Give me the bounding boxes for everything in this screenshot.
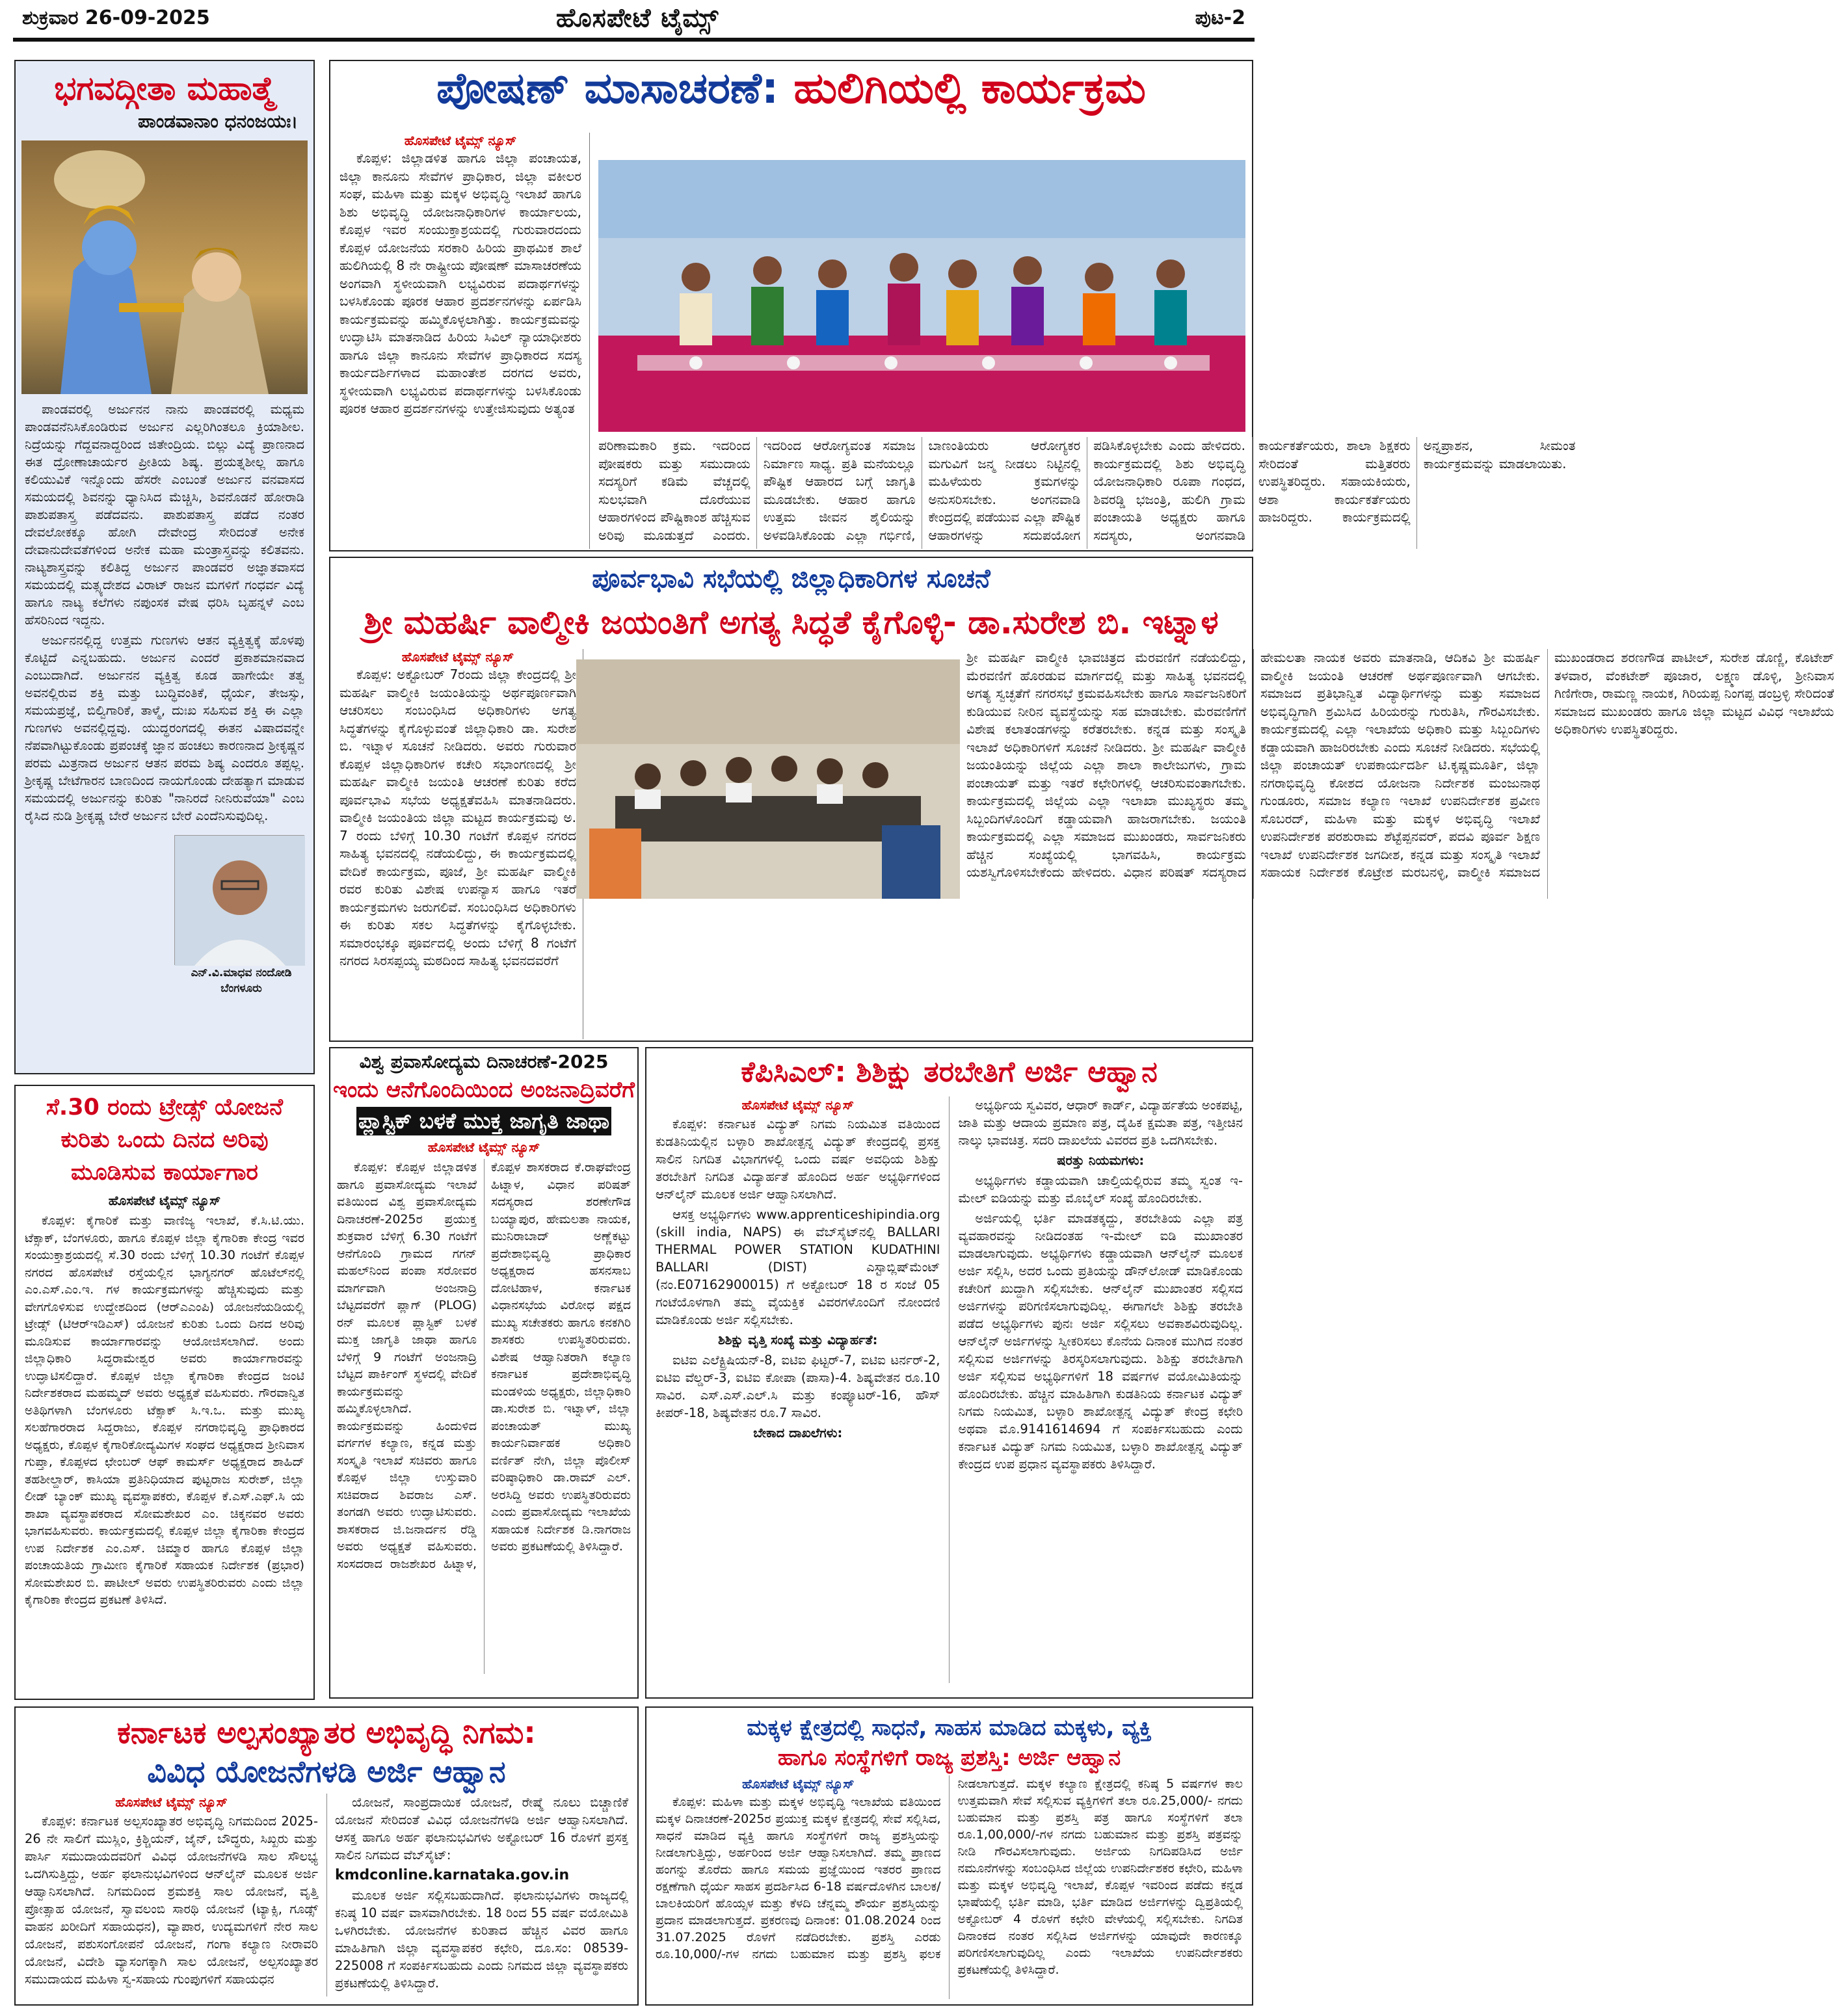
gita-paragraph-2: ಅರ್ಜುನನಲ್ಲಿದ್ದ ಉತ್ತಮ ಗುಣಗಳು ಆತನ ವ್ಯಕ್ತಿತ್ವಕ್ಕೆ ಹೊಳಪು ಕೊಟ್ಟಿದೆ ಎನ್ನಬಹುದು. ಅರ್ಜುನ ಎಂದರೆ ಪ್ರಕಾಶಮಾನವಾದ ಎಂಬುದಾಗಿದೆ. ಅರ್ಜುನನ ವ್ಯಕ್ತಿತ್ವ ಕೂಡ ಹಾಗೇಯೇ ತತ್ವ ಅವನಲ್ಲಿರುವ ಶಕ್ತಿ ಮತ್ತು ಬುದ್ಧಿವಂತಿಕೆ, ಧೈರ್ಯ, ತೇಜಸ್ಸು, ಸಮಯಪ್ರಜ್ಞೆ, ಬಿಲ್ವಿಗಾರಿಕೆ, ತಾಳ್ಮೆ, ದುಃಖ ಸಹಿಸುವ ಶಕ್ತಿ ಈ ಎಲ್ಲಾ ಗುಣಗಳು ಅವನಲ್ಲಿದ್ದವು. ಯುದ್ಧರಂಗದಲ್ಲಿ ಈತನ ವಿಷಾದವನ್ನೇ ನೆಪವಾಗಿಟ್ಟುಕೊಂಡು ಪ್ರಪಂಚಕ್ಕೆ ಜ್ಞಾನ ಹಂಚಲು ಕಾರಣನಾದ ಶ್ರೀಕೃಷ್ಣನ ಪರಮ ಮಿತ್ರನಾದ ಅರ್ಜುನ ಆತನ ಪರಮ ಶಿಷ್ಯ ಎಂದರೂ ತಪ್ಪಲ್ಲ. ಶ್ರೀಕೃಷ್ಣ ಬೇಟೆಗಾರನ ಬಾಣದಿಂದ ನಾಯಗೊಂಡು ದೇಹತ್ಯಾಗ ಮಾಡುವ ಸಮಯದಲ್ಲಿ ಅರ್ಜುನನ್ನು ಕುರಿತು "ನಾನಿರದೆ ನೀನಿರುವೆಯಾ" ಎಂಬ ರೈಸಿದ ನುಡಿ ಶ್ರೀಕೃಷ್ಣ ಬೇರೆ ಅರ್ಜುನ ಬೇರೆ ಎಂದೆನಿಸುವುದಿಲ್ಲ. xyxy=(25,633,304,823)
minority-body-3: ಮೂಲಕ ಅರ್ಜಿ ಸಲ್ಲಿಸಬಹುದಾಗಿದೆ. ಫಲಾನುಭವಿಗಳು ರಾಜ್ಯದಲ್ಲಿ ಕನಿಷ್ಠ 10 ವರ್ಷ ವಾಸವಾಗಿರಬೇಕು. 18 ರಿಂದ 55 ವರ್ಷ ವಯೋಮಿತಿ ಒಳಗಿರಬೇಕು. ಯೋಜನೆಗಳ ಕುರಿತಾದ ಹೆಚ್ಚಿನ ವಿವರ ಹಾಗೂ ಮಾಹಿತಿಗಾಗಿ ಜಿಲ್ಲಾ ವ್ಯವಸ್ಥಾಪಕರ ಕಛೇರಿ, ದೂ.ಸಂ: 08539-225008 ಗೆ ಸಂಪರ್ಕಿಸಬಹುದು ಎಂದು ನಿಗಮದ ಜಿಲ್ಲಾ ವ್ಯವಸ್ಥಾಪಕರು ಪ್ರಕಟಣೆಯಲ್ಲಿ ತಿಳಿಸಿದ್ದಾರೆ. xyxy=(335,1888,628,1991)
gita-subtitle: ಪಾಂಡವಾನಾಂ ಧನಂಜಯಃ। xyxy=(137,111,298,132)
valmiki-lead: ಕೊಪ್ಪಳ: ಅಕ್ಟೋಬರ್ 7ರಂದು ಜಿಲ್ಲಾ ಕೇಂದ್ರದಲ್ಲಿ ಶ್ರೀ ಮಹರ್ಷಿ ವಾಲ್ಮೀಕಿ ಜಯಂತಿಯನ್ನು ಅರ್ಥಪೂರ್ಣವಾಗಿ ಆಚರಿಸಲು ಸಂಬಂಧಿಸಿದ ಅಧಿಕಾರಿಗಳು ಅಗತ್ಯ ಸಿದ್ಧತೆಗಳನ್ನು ಕೈಗೊಳ್ಳುವಂತೆ ಜಿಲ್ಲಾಧಿಕಾರಿ ಡಾ. ಸುರೇಶ ಬಿ. ಇಟ್ನಾಳ ಸೂಚನೆ ನೀಡಿದರು. ಅವರು ಗುರುವಾರ ಕೊಪ್ಪಳ ಜಿಲ್ಲಾಧಿಕಾರಿಗಳ ಕಚೇರಿ ಸಭಾಂಗಣದಲ್ಲಿ ಶ್ರೀ ಮಹರ್ಷಿ ವಾಲ್ಮೀಕಿ ಜಯಂತಿ ಆಚರಣೆ ಕುರಿತು ಕರೆದ ಪೂರ್ವಭಾವಿ ಸಭೆಯ ಅಧ್ಯಕ್ಷತೆವಹಿಸಿ ಮಾತನಾಡಿದರು. ವಾಲ್ಮೀಕಿ ಜಯಂತಿಯ ಜಿಲ್ಲಾ ಮಟ್ಟದ ಕಾರ್ಯಕ್ರಮವು ಅ. 7 ರಂದು ಬೆಳಿಗ್ಗೆ 10.30 ಗಂಟೆಗೆ ಕೊಪ್ಪಳ ನಗರದ ಸಾಹಿತ್ಯ ಭವನದಲ್ಲಿ ನಡೆಯಲಿದ್ದು, ಈ ಕಾರ್ಯಕ್ರಮದಲ್ಲಿ ವೇದಿಕೆ ಕಾರ್ಯಕ್ರಮ, ಪೂಜೆ, ಶ್ರೀ ಮಹರ್ಷಿ ವಾಲ್ಮೀಕಿ ರವರ ಕುರಿತು ವಿಶೇಷ ಉಪನ್ಯಾಸ ಹಾಗೂ ಇತರೆ ಕಾರ್ಯಕ್ರಮಗಳು ಜರುಗಲಿವೆ. ಸಂಬಂಧಿಸಿದ ಅಧಿಕಾರಿಗಳು ಈ ಕುರಿತು ಸಕಲ ಸಿದ್ಧತೆಗಳನ್ನು ಕೈಗೊಳ್ಳಬೇಕು. ಸಮಾರಂಭಕ್ಕೂ ಪೂರ್ವದಲ್ಲಿ ಅಂದು ಬೆಳಿಗ್ಗೆ 8 ಗಂಟೆಗೆ ನಗರದ ಸಿರಸಪ್ಪಯ್ಯ ಮಠದಿಂದ ಸಾಹಿತ್ಯ ಭವನದವರೆಗೆ xyxy=(339,667,576,968)
minority-article xyxy=(14,1706,639,2006)
trades-body: ಕೊಪ್ಪಳ: ಕೈಗಾರಿಕೆ ಮತ್ತು ವಾಣಿಜ್ಯ ಇಲಾಖೆ, ಕೆ.ಸಿ.ಟಿ.ಯು. ಟೆಕ್ಸಾಕ್, ಬೆಂಗಳೂರು, ಹಾಗೂ ಕೊಪ್ಪಳ ಜಿಲ್ಲಾ ಕೈಗಾರಿಕಾ ಕೇಂದ್ರ ಇವರ ಸಂಯುಕ್ತಾಶ್ರಯದಲ್ಲಿ ಸೆ.30 ರಂದು ಬೆಳಿಗ್ಗೆ 10.30 ಗಂಟೆಗೆ ಕೊಪ್ಪಳ ನಗರದ ಹೊಸಪೇಟೆ ರಸ್ತೆಯಲ್ಲಿನ ಭಾಗ್ಯನಗರ್ ಹೊಟೆಲ್‌ನಲ್ಲಿ ಎಂ.ಎಸ್.ಎಂ.ಇ. ಗಳ ಕಾರ್ಯಕ್ರಮಗಳನ್ನು ಹೆಚ್ಚಿಸುವುದು ಮತ್ತು ವೇಗಗೊಳಿಸುವ ಉದ್ದೇಶದಿಂದ (ಆರ್‌ಎಎಂಪಿ) ಯೋಜನೆಯಡಿಯಲ್ಲಿ ಟ್ರೇಡ್ಸ್ (ಟಿಆರ್‌ಇಡಿಎಸ್) ಯೋಜನೆ ಕುರಿತು ಒಂದು ದಿನದ ಅರಿವು ಮೂಡಿಸುವ ಕಾರ್ಯಾಗಾರವನ್ನು ಆಯೋಜಿಸಲಾಗಿದೆ. ಅಂದು ಜಿಲ್ಲಾಧಿಕಾರಿ ಸಿದ್ಧರಾಮೇಶ್ವರ ಅವರು ಕಾರ್ಯಾಗಾರವನ್ನು ಉದ್ಘಾಟಿಸಲಿದ್ದಾರೆ. ಕೊಪ್ಪಳ ಜಿಲ್ಲಾ ಕೈಗಾರಿಕಾ ಕೇಂದ್ರದ ಜಂಟಿ ನಿರ್ದೇಶಕರಾದ ಮಹಮ್ಮದ್ ಅವರು ಅಧ್ಯಕ್ಷತೆ ವಹಿಸುವರು. ಗೌರವಾನ್ವಿತ ಅತಿಥಿಗಳಾಗಿ ಬೆಂಗಳೂರು ಟೆಕ್ಸಾಕ್ ಸಿ.ಇ.ಒ. ಮತ್ತು ಮುಖ್ಯ ಸಲಹೆಗಾರರಾದ ಸಿದ್ದರಾಜು, ಕೊಪ್ಪಳ ನಗರಾಭಿವೃದ್ಧಿ ಪ್ರಾಧಿಕಾರದ ಅಧ್ಯಕ್ಷರು, ಕೊಪ್ಪಳ ಕೈಗಾರಿಕೋದ್ಯಮಿಗಳ ಸಂಘದ ಅಧ್ಯಕ್ಷರಾದ ಶ್ರೀನಿವಾಸ ಗುಪ್ತಾ, ಕೊಪ್ಪಳದ ಛೇಂಬರ್ ಆಫ್ ಕಾಮರ್ಸ್ ಅಧ್ಯಕ್ಷರಾದ ಶಾಹಿದ್ ತಹಶೀಲ್ದಾರ್, ಕಾಸಿಯಾ ಪ್ರತಿನಿಧಿಯಾದ ಪುಟ್ಟರಾಜ ಸುರೇಶ್, ಜಿಲ್ಲಾ ಲೀಡ್ ಬ್ಯಾಂಕ್ ಮುಖ್ಯ ವ್ಯವಸ್ಥಾಪಕರು, ಕೊಪ್ಪಳ ಕೆ.ಎಸ್.ಎಫ್.ಸಿ ಯ ಶಾಖಾ ವ್ಯವಸ್ಥಾಪಕರಾದ ಸೋಮಶೇಖರ ಎಂ. ಚಿಕ್ಕನವರ ಅವರು ಭಾಗವಹಿಸುವರು. ಕಾರ್ಯಕ್ರಮದಲ್ಲಿ ಕೊಪ್ಪಳ ಜಿಲ್ಲಾ ಕೈಗಾರಿಕಾ ಕೇಂದ್ರದ ಉಪ ನಿರ್ದೇಶಕ ಎಂ.ಎಸ್. ಚಿಮ್ಮಾರ ಹಾಗೂ ಕೊಪ್ಪಳ ಜಿಲ್ಲಾ ಪಂಚಾಯತಿಯ ಗ್ರಾಮೀಣ ಕೈಗಾರಿಕೆ ಸಹಾಯಕ ನಿರ್ದೇಶಕ (ಪ್ರಭಾರ) ಸೋಮಶೇಖರ ಬಿ. ಪಾಟೀಲ್ ಅವರು ಉಪಸ್ಥಿತರಿರುವರು ಎಂದು ಜಿಲ್ಲಾ ಕೈಗಾರಿಕಾ ಕೇಂದ್ರದ ಪ್ರಕಟಣೆ ತಿಳಿಸಿದೆ. xyxy=(25,1214,304,1607)
children-headline-1: ಮಕ್ಕಳ ಕ್ಷೇತ್ರದಲ್ಲಿ ಸಾಧನೆ, ಸಾಹಸ ಮಾಡಿದ ಮಕ್ಕಳು, ವ್ಯಕ್ತಿ xyxy=(747,1715,1152,1741)
valmiki-body: ಶ್ರೀ ಮಹರ್ಷಿ ವಾಲ್ಮೀಕಿ ಭಾವಚಿತ್ರದ ಮೆರವಣಿಗೆ ನಡೆಯಲಿದ್ದು, ಮೆರವಣಿಗೆ ಹೊರಡುವ ಮಾರ್ಗದಲ್ಲಿ ಮತ್ತು ಸಾಹಿತ್ಯ ಭವನದಲ್ಲಿ ಅಗತ್ಯ ಸ್ವಚ್ಛತೆಗೆ ನಗರಸಭೆ ಕ್ರಮವಹಿಸಬೇಕು ಹಾಗೂ ಸಾರ್ವಜನಿಕರಿಗೆ ಕುಡಿಯುವ ನೀರಿನ ವ್ಯವಸ್ಥೆಯನ್ನು ಸಹ ಮಾಡಬೇಕು. ಮೆರವಣಿಗೆಗೆ ವಿಶೇಷ ಕಲಾತಂಡಗಳನ್ನು ಕರೆತರಬೇಕು. ಕನ್ನಡ ಮತ್ತು ಸಂಸ್ಕೃತಿ ಇಲಾಖೆ ಅಧಿಕಾರಿಗಳಿಗೆ ಸೂಚನೆ ನೀಡಿದರು. ಶ್ರೀ ಮಹರ್ಷಿ ವಾಲ್ಮೀಕಿ ಜಯಂತಿಯನ್ನು ಜಿಲ್ಲೆಯ ಎಲ್ಲಾ ಶಾಲಾ ಕಾಲೇಜುಗಳು, ಗ್ರಾಮ ಪಂಚಾಯತ್ ಮತ್ತು ಇತರೆ ಕಛೇರಿಗಳಲ್ಲಿ ಆಚರಿಸುವಂತಾಗಬೇಕು. ಕಾರ್ಯಕ್ರಮದಲ್ಲಿ ಜಿಲ್ಲೆಯ ಎಲ್ಲಾ ಇಲಾಖಾ ಮುಖ್ಯಸ್ಥರು ತಮ್ಮ ಸಿಬ್ಬಂದಿಗಳೊಂದಿಗೆ ಕಡ್ಡಾಯವಾಗಿ ಹಾಜರಾಗಬೇಕು. ಜಯಂತಿ ಕಾರ್ಯಕ್ರಮದಲ್ಲಿ ಎಲ್ಲಾ ಸಮಾಜದ ಮುಖಂಡರು, ಸಾರ್ವಜನಿಕರು ಹೆಚ್ಚಿನ ಸಂಖ್ಯೆಯಲ್ಲಿ ಭಾಗವಹಿಸಿ, ಕಾರ್ಯಕ್ರಮ ಯಶಸ್ವಿಗೊಳಿಸಬೇಕೆಂದು ಹೇಳಿದರು. ವಿಧಾನ ಪರಿಷತ್ ಸದಸ್ಯರಾದ ಹೇಮಲತಾ ನಾಯಕ ಅವರು ಮಾತನಾಡಿ, ಆದಿಕವಿ ಶ್ರೀ ಮಹರ್ಷಿ ವಾಲ್ಮೀಕಿ ಜಯಂತಿ ಆಚರಣೆ ಅರ್ಥಪೂರ್ಣವಾಗಿ ಆಗಬೇಕು. ಸಮಾಜದ ಪ್ರತಿಭಾನ್ವಿತ ವಿದ್ಯಾರ್ಥಿಗಳನ್ನು ಮತ್ತು ಸಮಾಜದ ಅಭಿವೃದ್ಧಿಗಾಗಿ ಶ್ರಮಿಸಿದ ಹಿರಿಯರನ್ನು ಗುರುತಿಸಿ, ಗೌರವಿಸಬೇಕು. ಕಾರ್ಯಕ್ರಮದಲ್ಲಿ ಎಲ್ಲಾ ಇಲಾಖೆಯ ಅಧಿಕಾರಿ ಮತ್ತು ಸಿಬ್ಬಂದಿಗಳು ಕಡ್ಡಾಯವಾಗಿ ಹಾಜರಿರಬೇಕು ಎಂದು ಸೂಚನೆ ನೀಡಿದರು. ಸಭೆಯಲ್ಲಿ ಜಿಲ್ಲಾ ಪಂಚಾಯತ್ ಉಪಕಾರ್ಯದರ್ಶಿ ಟಿ.ಕೃಷ್ಣಮೂರ್ತಿ, ಜಿಲ್ಲಾ ನಗರಾಭಿವೃದ್ಧಿ ಕೋಶದ ಯೋಜನಾ ನಿರ್ದೇಶಕ ಮಂಜುನಾಥ ಗುಂಡೂರು, ಸಮಾಜ ಕಲ್ಯಾಣ ಇಲಾಖೆ ಉಪನಿರ್ದೇಶಕ ಪ್ರವೀಣ ಸೊಬರದ್, ಮಹಿಳಾ ಮತ್ತು ಮಕ್ಕಳ ಅಭಿವೃದ್ಧಿ ಇಲಾಖೆ ಉಪನಿರ್ದೇಶಕ ಪರಶುರಾಮ ಶೆಟ್ಟೆಪ್ಪನವರ್, ಪದವಿ ಪೂರ್ವ ಶಿಕ್ಷಣ ಇಲಾಖೆ ಉಪನಿರ್ದೇಶಕ ಜಗದೀಶ, ಕನ್ನಡ ಮತ್ತು ಸಂಸ್ಕೃತಿ ಇಲಾಖೆ ಸಹಾಯಕ ನಿರ್ದೇಶಕ ಕೊಟ್ರೇಶ ಮರಬನಳ್ಳಿ, ವಾಲ್ಮೀಕಿ ಸಮಾಜದ ಮುಖಂಡರಾದ ಶರಣಗೌಡ ಪಾಟೀಲ್, ಸುರೇಶ ಡೊಣ್ಣಿ, ಕೊಟೇಶ್ ತಳವಾರ, ವೆಂಕಟೇಶ್ ಪೂಜಾರ, ಲಕ್ಷ್ಮಣ ಡೊಳ್ಳಿ, ಶ್ರೀನಿವಾಸ ಗಿಣಿಗೇರಾ, ರಾಮಣ್ಣ ನಾಯಕ, ಗಿರಿಯಪ್ಪ ನಿಂಗಪ್ಪ ಡಂಬ್ರಳ್ಳಿ ಸೇರಿದಂತೆ ಸಮಾಜದ ಮುಖಂಡರು ಹಾಗೂ ಜಿಲ್ಲಾ ಮಟ್ಟದ ವಿವಿಧ ಇಲಾಖೆಯ ಅಧಿಕಾರಿಗಳು ಉಪಸ್ಥಿತರಿದ್ದರು. xyxy=(966,650,1834,880)
poshan-headline-a: ಪೋಷಣ್ ಮಾಸಾಚರಣೆ: xyxy=(436,63,779,113)
krishna-arjuna-image xyxy=(21,140,308,394)
trades-headline: ಸೆ.30 ರಂದು ಟ್ರೇಡ್ಸ್ ಯೋಜನೆ ಕುರಿತು ಒಂದು ದಿನದ ಅರಿವು ಮೂಡಿಸುವ ಕಾರ್ಯಾಗಾರ xyxy=(46,1094,284,1186)
plastic-headline-1: ಇಂದು ಆನೆಗೊಂದಿಯಿಂದ ಅಂಜನಾದ್ರಿವರೆಗೆ xyxy=(333,1077,635,1103)
plastic-body: ಕೊಪ್ಪಳ: ಕೊಪ್ಪಳ ಜಿಲ್ಲಾಡಳಿತ ಹಾಗೂ ಪ್ರವಾಸೋದ್ಯಮ ಇಲಾಖೆ ವತಿಯಿಂದ ವಿಶ್ವ ಪ್ರವಾಸೋದ್ಯಮ ದಿನಾಚರಣೆ-2025ರ ಪ್ರಯುಕ್ತ ಶುಕ್ರವಾರ ಬೆಳಿಗ್ಗೆ 6.30 ಗಂಟೆಗೆ ಆನೆಗೊಂದಿ ಗ್ರಾಮದ ಗಗನ್ ಮಹಲ್‌ನಿಂದ ಪಂಪಾ ಸರೋವರ ಮಾರ್ಗವಾಗಿ ಅಂಜನಾದ್ರಿ ಬೆಟ್ಟದವರೆಗೆ ಪ್ಲಾಗ್ (PLOG) ರನ್ ಮೂಲಕ ಪ್ಲಾಸ್ಟಿಕ್ ಬಳಕೆ ಮುಕ್ತ ಜಾಗೃತಿ ಜಾಥಾ ಹಾಗೂ ಬೆಳಿಗ್ಗೆ 9 ಗಂಟೆಗೆ ಅಂಜನಾದ್ರಿ ಬೆಟ್ಟದ ಪಾರ್ಕಿಂಗ್ ಸ್ಥಳದಲ್ಲಿ ವೇದಿಕೆ ಕಾರ್ಯಕ್ರಮವನ್ನು ಹಮ್ಮಿಕೊಳ್ಳಲಾಗಿದೆ. ಕಾರ್ಯಕ್ರಮವನ್ನು ಹಿಂದುಳಿದ ವರ್ಗಗಳ ಕಲ್ಯಾಣ, ಕನ್ನಡ ಮತ್ತು ಸಂಸ್ಕೃತಿ ಇಲಾಖೆ ಸಚಿವರು ಹಾಗೂ ಕೊಪ್ಪಳ ಜಿಲ್ಲಾ ಉಸ್ತುವಾರಿ ಸಚಿವರಾದ ಶಿವರಾಜ ಎಸ್. ತಂಗಡಗಿ ಅವರು ಉದ್ಘಾಟಿಸುವರು. ಶಾಸಕರಾದ ಜಿ.ಜನಾರ್ದನ ರೆಡ್ಡಿ ಅವರು ಅಧ್ಯಕ್ಷತೆ ವಹಿಸುವರು. ಸಂಸದರಾದ ರಾಜಶೇಖರ ಹಿಟ್ನಾಳ, ಕೊಪ್ಪಳ ಶಾಸಕರಾದ ಕೆ.ರಾಘವೇಂದ್ರ ಹಿಟ್ನಾಳ, ವಿಧಾನ ಪರಿಷತ್ ಸದಸ್ಯರಾದ ಶರಣೇಗೌಡ ಬಯ್ಯಾಪುರ, ಹೇಮಲತಾ ನಾಯಕ, ಮುನಿರಾಬಾದ್ ಅಣ್ಣೆಕಟ್ಟು ಪ್ರದೇಶಾಭಿವೃದ್ಧಿ ಪ್ರಾಧಿಕಾರ ಅಧ್ಯಕ್ಷರಾದ ಹಸನಸಾಬ ದೋಟಿಹಾಳ, ಕರ್ನಾಟಕ ವಿಧಾನಸಭೆಯ ವಿರೋಧ ಪಕ್ಷದ ಮುಖ್ಯ ಸಚೇತಕರು ಹಾಗೂ ಕನಕಗಿರಿ ಶಾಸಕರು ಉಪಸ್ಥಿತರಿರುವರು. ವಿಶೇಷ ಆಹ್ವಾನಿತರಾಗಿ ಕಲ್ಯಾಣ ಕರ್ನಾಟಕ ಪ್ರದೇಶಾಭಿವೃದ್ಧಿ ಮಂಡಳಿಯ ಅಧ್ಯಕ್ಷರು, ಜಿಲ್ಲಾಧಿಕಾರಿ ಡಾ.ಸುರೇಶ ಬಿ. ಇಟ್ನಾಳ್, ಜಿಲ್ಲಾ ಪಂಚಾಯತ್ ಮುಖ್ಯ ಕಾರ್ಯನಿರ್ವಾಹಕ ಅಧಿಕಾರಿ ವರ್ಣಿತ್ ನೇಗಿ, ಜಿಲ್ಲಾ ಪೊಲೀಸ್ ವರಿಷ್ಠಾಧಿಕಾರಿ ಡಾ.ರಾಮ್ ಎಲ್. ಅರಸಿದ್ದಿ ಅವರು ಉಪಸ್ಥಿತರಿರುವರು ಎಂದು ಪ್ರವಾಸೋದ್ಯಮ ಇಲಾಖೆಯ ಸಹಾಯಕ ನಿರ್ದೇಶಕ ಡಿ.ನಾಗರಾಜ ಅವರು ಪ್ರಕಟಣೆಯಲ್ಲಿ ತಿಳಿಸಿದ್ದಾರೆ. xyxy=(337,1160,631,1571)
children-awards-article xyxy=(645,1706,1253,2006)
gita-box xyxy=(14,60,315,1074)
poshan-event-photo xyxy=(598,160,1245,432)
kpcl-portal-text: ಆಸಕ್ತ ಅಭ್ಯರ್ಥಿಗಳು www.apprenticeshipindia.org (skill india, NAPS) ಈ ವೆಬ್‌ಸೈಟ್‌ನಲ್ಲಿ BALLARI THERMAL POWER STATION KUDATHINI BALLARI (DIST) ಎಸ್ಟಾಬ್ಲಿಷ್‌ಮೆಂಟ್ (ನಂ.E07162900015) ಗೆ ಅಕ್ಟೋಬರ್ 18 ರ ಸಂಜೆ 05 ಗಂಟೆಯೊಳಗಾಗಿ ತಮ್ಮ ವೈಯಕ್ತಿಕ ವಿವರಗಳೊಂದಿಗೆ ನೋಂದಣಿ ಮಾಡಿಕೊಂಡು ಅರ್ಜಿ ಸಲ್ಲಿಸಬೇಕು. xyxy=(656,1207,940,1327)
poshan-lead: ಕೊಪ್ಪಳ: ಜಿಲ್ಲಾಡಳಿತ ಹಾಗೂ ಜಿಲ್ಲಾ ಪಂಚಾಯತ, ಜಿಲ್ಲಾ ಕಾನೂನು ಸೇವೆಗಳ ಪ್ರಾಧಿಕಾರ, ಜಿಲ್ಲಾ ವಕೀಲರ ಸಂಘ, ಮಹಿಳಾ ಮತ್ತು ಮಕ್ಕಳ ಅಭಿವೃದ್ಧಿ ಇಲಾಖೆ ಹಾಗೂ ಶಿಶು ಅಭಿವೃದ್ಧಿ ಯೋಜನಾಧಿಕಾರಿಗಳ ಕಾರ್ಯಾಲಯ, ಕೊಪ್ಪಳ ಇವರ ಸಂಯುಕ್ತಾಶ್ರಯದಲ್ಲಿ ಗುರುವಾರದಂದು ಕೊಪ್ಪಳ ಯೋಜನೆಯ ಸರಕಾರಿ ಹಿರಿಯ ಪ್ರಾಥಮಿಕ ಶಾಲೆ ಹುಲಿಗಿಯಲ್ಲಿ 8 ನೇ ರಾಷ್ಟ್ರೀಯ ಪೋಷಣ್ ಮಾಸಾಚರಣೆಯ ಅಂಗವಾಗಿ ಸ್ಥಳೀಯವಾಗಿ ಲಭ್ಯವಿರುವ ಪದಾರ್ಥಗಳನ್ನು ಬಳಸಿಕೊಂಡು ಪೂರಕ ಆಹಾರ ಪ್ರದರ್ಶನಗಳನ್ನು ಏರ್ಪಡಿಸಿ ಕಾರ್ಯಕ್ರಮವನ್ನು ಹಮ್ಮಿಕೊಳ್ಳಲಾಗಿತ್ತು. ಕಾರ್ಯಕ್ರಮವನ್ನು ಉದ್ಘಾಟಿಸಿ ಮಾತನಾಡಿದ ಹಿರಿಯ ಸಿವಿಲ್ ನ್ಯಾಯಾಧೀಶರು ಹಾಗೂ ಜಿಲ್ಲಾ ಕಾನೂನು ಸೇವೆಗಳ ಪ್ರಾಧಿಕಾರದ ಸದಸ್ಯ ಕಾರ್ಯದರ್ಶಿಗಳಾದ ಮಹಾಂತೇಶ ದರಗದ ಅವರು, ಸ್ಥಳೀಯವಾಗಿ ಲಭ್ಯವಿರುವ ಪದಾರ್ಥಗಳನ್ನು ಬಳಸಿಕೊಂಡು ಪೂರಕ ಆಹಾರ ಪ್ರದರ್ಶನಗಳನ್ನು ಉತ್ತೇಜಿಸುವುದು ಅತ್ಯಂತ xyxy=(339,150,581,416)
author-photo xyxy=(174,835,304,965)
poshan-body: ಪರಿಣಾಮಕಾರಿ ಕ್ರಮ. ಇದರಿಂದ ಪೋಷಕರು ಮತ್ತು ಸಮುದಾಯ ಸದಸ್ಯರಿಗೆ ಕಡಿಮೆ ವೆಚ್ಚದಲ್ಲಿ ಸುಲಭವಾಗಿ ದೊರೆಯುವ ಆಹಾರಗಳಿಂದ ಪೌಷ್ಟಿಕಾಂಶ ಹೆಚ್ಚಿಸುವ ಅರಿವು ಮೂಡುತ್ತದೆ ಎಂದರು. ಇದರಿಂದ ಆರೋಗ್ಯವಂತ ಸಮಾಜ ನಿರ್ಮಾಣ ಸಾಧ್ಯ. ಪ್ರತಿ ಮನೆಯಲ್ಲೂ ಪೌಷ್ಟಿಕ ಆಹಾರದ ಬಗ್ಗೆ ಜಾಗೃತಿ ಮೂಡಬೇಕು. ಆಹಾರ ಹಾಗೂ ಉತ್ತಮ ಜೀವನ ಶೈಲಿಯನ್ನು ಅಳವಡಿಸಿಕೊಂಡು ಎಲ್ಲಾ ಗರ್ಭಿಣಿ, ಬಾಣಂತಿಯರು ಆರೋಗ್ಯಕರ ಮಗುವಿಗೆ ಜನ್ಮ ನೀಡಲು ನಿಟ್ಟಿನಲ್ಲಿ ಮಹಿಳೆಯರು ಕ್ರಮಗಳನ್ನು ಅನುಸರಿಸಬೇಕು. ಅಂಗನವಾಡಿ ಕೇಂದ್ರದಲ್ಲಿ ಪಡೆಯುವ ಎಲ್ಲಾ ಪೌಷ್ಟಿಕ ಆಹಾರಗಳನ್ನು ಸದುಪಯೋಗ ಪಡಿಸಿಕೊಳ್ಳಬೇಕು ಎಂದು ಹೇಳಿದರು. ಕಾರ್ಯಕ್ರಮದಲ್ಲಿ ಶಿಶು ಅಭಿವೃದ್ಧಿ ಯೋಜನಾಧಿಕಾರಿ ರೂಪಾ ಗಂಧದ, ಶಿವರಡ್ಡಿ ಭಜಂತ್ರಿ, ಹುಲಿಗಿ ಗ್ರಾಮ ಪಂಚಾಯತಿ ಅಧ್ಯಕ್ಷರು ಹಾಗೂ ಸದಸ್ಯರು, ಅಂಗನವಾಡಿ ಕಾರ್ಯಕರ್ತೆಯರು, ಶಾಲಾ ಶಿಕ್ಷಕರು ಸೇರಿದಂತೆ ಮತ್ತಿತರರು ಉಪಸ್ಥಿತರಿದ್ದರು. ಸಹಾಯಕಿಯರು, ಆಶಾ ಕಾರ್ಯಕರ್ತೆಯರು ಹಾಜರಿದ್ದರು. ಕಾರ್ಯಕ್ರಮದಲ್ಲಿ ಅನ್ನಪ್ರಾಶನ, ಸೀಮಂತ ಕಾರ್ಯಕ್ರಮವನ್ನು ಮಾಡಲಾಯಿತು. xyxy=(598,438,1576,543)
gita-paragraph-1: ಪಾಂಡವರಲ್ಲಿ ಅರ್ಜುನನ ನಾನು ಪಾಂಡವರಲ್ಲಿ ಮಧ್ಯಮ ಪಾಂಡವನೆನಿಸಿಕೊಂಡಿರುವ ಅರ್ಜುನ ಎಲ್ಲರಿಗಿಂತಲೂ ಕ್ರಿಯಾಶೀಲ. ನಿದ್ರೆಯನ್ನು ಗೆದ್ದವನಾದ್ದರಿಂದ ಜಿತೇಂದ್ರಿಯ. ಬಿಲ್ಲು ವಿದ್ಯೆ ಪ್ರಾಣನಾದ ಈತ ದ್ರೋಣಾಚಾರ್ಯರ ಪ್ರೀತಿಯ ಶಿಷ್ಯ. ಪ್ರಯತ್ನಶೀಲ್ಲ ಹಾಗೂ ಕಲಿಯುವಿಕೆ ಇನ್ನೊಂದು ಹೆಸರೇ ಎಂಬಂತೆ ಅರ್ಜುನ ವನವಾಸದ ಸಮಯದಲ್ಲಿ ಶಿವನನ್ನು ಧ್ಯಾನಿಸಿದ ಮೆಚ್ಚಿಸಿ, ಶಿವನೊಡನೆ ಹೋರಾಡಿ ಪಾಶುಪತಾಸ್ತ್ರ ಪಡೆದವನು. ಪಾಶುಪತಾಸ್ತ್ರ ಪಡೆದ ನಂತರ ದೇವಲೋಕಕ್ಕೂ ಹೋಗಿ ದೇವೇಂದ್ರ ಸೇರಿದಂತೆ ಅನೇಕ ದೇವಾನುದೇವತೆಗಳಿಂದ ಅನೇಕ ಮಹಾ ಮಂತ್ರಾಸ್ತ್ರವನ್ನು ಕಲಿತವನು. ನಾಟ್ಯಶಾಸ್ತ್ರವನ್ನು ಕಲಿತಿದ್ದ ಅರ್ಜುನ ಪಾಂಡವರ ಅಜ್ಞಾತವಾಸದ ಸಮಯದಲ್ಲಿ ಮತ್ಸ್ಯದೇಶದ ವಿರಾಟ್ ರಾಜನ ಮಗಳಿಗೆ ಗಂಧರ್ವ ವಿದ್ಯೆ ಹಾಗೂ ನಾಟ್ಯ ಕಲೆಗಳು ನಪುಂಸಕ ವೇಷ ಧರಿಸಿ ಬೃಹನ್ನಳೆ ಎಂಬ ಹೆಸರಿನಿಂದ ಇದ್ದನು. xyxy=(25,402,304,628)
minority-headline-1: ಕರ್ನಾಟಕ ಅಲ್ಪಸಂಖ್ಯಾತರ ಅಭಿವೃದ್ಧಿ ನಿಗಮ: xyxy=(117,1715,536,1750)
kpcl-article xyxy=(645,1047,1253,1699)
author-name: ಎನ್.ವಿ.ಮಾಧವ ನಂದೋಡಿ xyxy=(191,966,292,979)
gita-title: ಭಗವದ್ಗೀತಾ ಮಹಾತ್ಮೆ xyxy=(54,70,275,107)
author-place: ಬೆಂಗಳೂರು xyxy=(220,982,262,995)
poshan-headline-b: ಹುಲಿಗಿಯಲ್ಲಿ ಕಾರ್ಯಕ್ರಮ xyxy=(793,63,1146,113)
kpcl-body: ಅರ್ಜಿಯಲ್ಲಿ ಭರ್ತಿ ಮಾಡತಕ್ಕದ್ದು, ತರಬೇತಿಯ ಎಲ್ಲಾ ಪತ್ರ ವ್ಯವಹಾರವನ್ನು ನೀಡಿದಂತಹ ಇ-ಮೇಲ್ ಐಡಿ ಮುಖಾಂತರ ಮಾಡಲಾಗುವುದು. ಅಭ್ಯರ್ಥಿಗಳು ಕಡ್ಡಾಯವಾಗಿ ಆನ್‌ಲೈನ್ ಮೂಲಕ ಅರ್ಜಿ ಸಲ್ಲಿಸಿ, ಅದರ ಒಂದು ಪ್ರತಿಯನ್ನು ಡೌನ್‌ಲೋಡ್ ಮಾಡಿಕೊಂಡು ಕಚೇರಿಗೆ ಖುದ್ದಾಗಿ ಸಲ್ಲಿಸಬೇಕು. ಆನ್‌ಲೈನ್ ಮುಖಾಂತರ ಸಲ್ಲಿಸದ ಅರ್ಜಿಗಳನ್ನು ಪರಿಗಣಿಸಲಾಗುವುದಿಲ್ಲ. ಈಗಾಗಲೇ ಶಿಶಿಕ್ಷು ತರಬೇತಿ ಪಡೆದ ಅಭ್ಯರ್ಥಿಗಳು ಪುನಃ ಅರ್ಜಿ ಸಲ್ಲಿಸಲು ಅವಕಾಶವಿರುವುದಿಲ್ಲ. ಆನ್‌ಲೈನ್ ಅರ್ಜಿಗಳನ್ನು ಸ್ವೀಕರಿಸಲು ಕೊನೆಯ ದಿನಾಂಕ ಮುಗಿದ ನಂತರ ಸಲ್ಲಿಸುವ ಅರ್ಜಿಗಳನ್ನು ತಿರಸ್ಕರಿಸಲಾಗುವುದು. ಶಿಶಿಕ್ಷು ತರಬೇತಿಗಾಗಿ ಅರ್ಜಿ ಸಲ್ಲಿಸುವ ಅಭ್ಯರ್ಥಿಗಳಿಗೆ 18 ವರ್ಷಗಳ ವಯೋಮಿತಿಯನ್ನು ಹೊಂದಿರಬೇಕು. ಹೆಚ್ಚಿನ ಮಾಹಿತಿಗಾಗಿ ಕುಡತಿನಿಯ ಕರ್ನಾಟಕ ವಿದ್ಯುತ್ ನಿಗಮ ನಿಯಮಿತ, ಬಳ್ಳಾರಿ ಶಾಖೋತ್ಪನ್ನ ವಿದ್ಯುತ್ ಕೇಂದ್ರ ಕಛೇರಿ ಅಥವಾ ಮೊ.9141614694 ಗೆ ಸಂಪರ್ಕಿಸಬಹುದು ಎಂದು ಕರ್ನಾಟಕ ವಿದ್ಯುತ್ ನಿಗಮ ನಿಯಮಿತ, ಬಳ್ಳಾರಿ ಶಾಖೋತ್ಪನ್ನ ವಿದ್ಯುತ್ ಕೇಂದ್ರದ ಉಪ ಪ್ರಧಾನ ವ್ಯವಸ್ಥಾಪಕರು ತಿಳಿಸಿದ್ದಾರೆ. xyxy=(958,1211,1243,1472)
plastic-kicker: ವಿಶ್ವ ಪ್ರವಾಸೋದ್ಯಮ ದಿನಾಚರಣೆ-2025 xyxy=(359,1051,609,1072)
kpcl-byline: ಹೊಸಪೇಟೆ ಟೈಮ್ಸ್ ನ್ಯೂಸ್ xyxy=(741,1097,854,1113)
kpcl-subhead-docs: ಬೇಕಾದ ದಾಖಲೆಗಳು: xyxy=(753,1426,843,1440)
valmiki-meeting-photo xyxy=(576,659,960,899)
issue-date: ಶುಕ್ರವಾರ 26-09-2025 xyxy=(22,7,210,29)
masthead: ಹೊಸಪೇಟೆ ಟೈಮ್ಸ್ xyxy=(555,3,719,33)
minority-website: kmdconline.karnataka.gov.in xyxy=(335,1867,570,1883)
kpcl-subhead-trades: ಶಿಶಿಕ್ಷು ವೃತ್ತಿ ಸಂಖ್ಯೆ ಮತ್ತು ವಿದ್ಯಾರ್ಹತೆ: xyxy=(718,1333,878,1347)
minority-byline: ಹೊಸಪೇಟೆ ಟೈಮ್ಸ್ ನ್ಯೂಸ್ xyxy=(115,1794,228,1810)
kpcl-trades: ಐಟಿಐ ಎಲೆಕ್ಟ್ರಿಷಿಯನ್-8, ಐಟಿಐ ಫಿಟ್ಟರ್-7, ಐಟಿಐ ಟರ್ನರ್-2, ಐಟಿಐ ವೆಲ್ಡರ್-3, ಐಟಿಐ ಕೋಪಾ (ಪಾಸಾ)-4. ಶಿಷ್ಯವೇತನ ರೂ.10 ಸಾವಿರ. ಎಸ್‌.ಎಸ್‌.ಎಲ್‌.ಸಿ ಮತ್ತು ಕಂಪ್ಯೂಟರ್-16, ಹೌಸ್ ಕೀಪರ್-18, ಶಿಷ್ಯವೇತನ ರೂ.7 ಸಾವಿರ. xyxy=(656,1353,940,1420)
trades-workshop-article xyxy=(14,1085,315,1700)
children-byline: ಹೊಸಪೇಟೆ ಟೈಮ್ಸ್ ನ್ಯೂಸ್ xyxy=(742,1776,855,1792)
kpcl-rules: ಅಭ್ಯರ್ಥಿಗಳು ಕಡ್ಡಾಯವಾಗಿ ಚಾಲ್ತಿಯಲ್ಲಿರುವ ತಮ್ಮ ಸ್ವಂತ ಇ-ಮೇಲ್ ಐಡಿಯನ್ನು ಮತ್ತು ಮೊಬೈಲ್ ಸಂಖ್ಯೆ ಹೊಂದಿರಬೇಕು. xyxy=(958,1173,1243,1206)
valmiki-byline: ಹೊಸಪೇಟೆ ಟೈಮ್ಸ್ ನ್ಯೂಸ್ xyxy=(401,649,514,665)
kpcl-headline: ಕೆಪಿಸಿಎಲ್: ಶಿಶಿಕ್ಷು ತರಬೇತಿಗೆ ಅರ್ಜಿ ಆಹ್ವಾನ xyxy=(741,1055,1158,1089)
valmiki-kicker: ಪೂರ್ವಭಾವಿ ಸಭೆಯಲ್ಲಿ ಜಿಲ್ಲಾಧಿಕಾರಿಗಳ ಸೂಚನೆ xyxy=(592,564,990,594)
plastic-headline-2: ಪ್ಲಾಸ್ಟಿಕ್ ಬಳಕೆ ಮುಕ್ತ ಜಾಗೃತಿ ಜಾಥಾ xyxy=(356,1107,611,1135)
poshan-article xyxy=(329,60,1576,551)
plastic-article xyxy=(329,1047,639,1699)
children-body: ಕೊಪ್ಪಳ: ಮಹಿಳಾ ಮತ್ತು ಮಕ್ಕಳ ಅಭಿವೃದ್ಧಿ ಇಲಾಖೆಯ ವತಿಯಿಂದ ಮಕ್ಕಳ ದಿನಾಚರಣೆ-2025ರ ಪ್ರಯುಕ್ತ ಮಕ್ಕಳ ಕ್ಷೇತ್ರದಲ್ಲಿ ಸೇವೆ ಸಲ್ಲಿಸಿದ, ಸಾಧನೆ ಮಾಡಿದ ವ್ಯಕ್ತಿ ಹಾಗೂ ಸಂಸ್ಥೆಗಳಿಗೆ ರಾಜ್ಯ ಪ್ರಶಸ್ತಿಯನ್ನು ನೀಡಲಾಗುತ್ತಿದ್ದು, ಅರ್ಹರಿಂದ ಅರ್ಜಿ ಆಹ್ವಾನಿಸಲಾಗಿದೆ. ತಮ್ಮ ಪ್ರಾಣದ ಹಂಗನ್ನು ತೊರೆದು ಹಾಗೂ ಸಮಯ ಪ್ರಜ್ಞೆಯಿಂದ ಇತರರ ಪ್ರಾಣದ ರಕ್ಷಣೆಗಾಗಿ ಧೈರ್ಯ ಸಾಹಸ ಪ್ರದರ್ಶಿಸಿದ 6-18 ವರ್ಷದೊಳಗಿನ ಬಾಲಕ/ಬಾಲಕಿಯರಿಗೆ ಹೊಯ್ಸಳ ಮತ್ತು ಕೆಳದಿ ಚೆನ್ನಮ್ಮ ಶೌರ್ಯ ಪ್ರಶಸ್ತಿಯನ್ನು ಪ್ರದಾನ ಮಾಡಲಾಗುತ್ತದೆ. ಪ್ರಕರಣವು ದಿನಾಂಕ: 01.08.2024 ರಿಂದ 31.07.2025 ರೊಳಗೆ ನಡೆದಿರಬೇಕು. ಪ್ರಶಸ್ತಿ ಎರಡು ರೂ.10,000/-ಗಳ ನಗದು ಬಹುಮಾನ ಮತ್ತು ಪ್ರಶಸ್ತಿ ಫಲಕ ನೀಡಲಾಗುತ್ತದೆ. ಮಕ್ಕಳ ಕಲ್ಯಾಣ ಕ್ಷೇತ್ರದಲ್ಲಿ ಕನಿಷ್ಠ 5 ವರ್ಷಗಳ ಕಾಲ ಉತ್ತಮವಾಗಿ ಸೇವೆ ಸಲ್ಲಿಸುವ ವ್ಯಕ್ತಿಗಳಿಗೆ ತಲಾ ರೂ.25,000/- ನಗದು ಬಹುಮಾನ ಮತ್ತು ಪ್ರಶಸ್ತಿ ಪತ್ರ ಹಾಗೂ ಸಂಸ್ಥೆಗಳಿಗೆ ತಲಾ ರೂ.1,00,000/-ಗಳ ನಗದು ಬಹುಮಾನ ಮತ್ತು ಪ್ರಶಸ್ತಿ ಪತ್ರವನ್ನು ನೀಡಿ ಗೌರವಿಸಲಾಗುವುದು. ಅರ್ಜಿಯ ನಿಗದಿಪಡಿಸಿದ ಅರ್ಜಿ ನಮೂನೆಗಳನ್ನು ಸಂಬಂಧಿಸಿದ ಜಿಲ್ಲೆಯ ಉಪನಿರ್ದೇಶಕರ ಕಛೇರಿ, ಮಹಿಳಾ ಮತ್ತು ಮಕ್ಕಳ ಅಭಿವೃದ್ಧಿ ಇಲಾಖೆ, ಕೊಪ್ಪಳ ಇವರಿಂದ ಪಡೆದು ಕನ್ನಡ ಭಾಷೆಯಲ್ಲಿ ಭರ್ತಿ ಮಾಡಿ, ಭರ್ತಿ ಮಾಡಿದ ಅರ್ಜಿಗಳನ್ನು ದ್ವಿಪ್ರತಿಯಲ್ಲಿ ಅಕ್ಟೋಬರ್ 4 ರೊಳಗೆ ಕಛೇರಿ ವೇಳೆಯಲ್ಲಿ ಸಲ್ಲಿಸಬೇಕು. ನಿಗದಿತ ದಿನಾಂಕದ ನಂತರ ಸಲ್ಲಿಸಿದ ಅರ್ಜಿಗಳನ್ನು ಯಾವುದೇ ಕಾರಣಕ್ಕೂ ಪರಿಗಣಿಸಲಾಗುವುದಿಲ್ಲ ಎಂದು ಇಲಾಖೆಯ ಉಪನಿರ್ದೇಶಕರು ಪ್ರಕಟಣೆಯಲ್ಲಿ ತಿಳಿಸಿದ್ದಾರೆ. xyxy=(656,1777,1243,1977)
author-portrait-icon xyxy=(175,836,305,966)
minority-body-2: ಯೋಜನೆ, ಸಾಂಪ್ರದಾಯಿಕ ಯೋಜನೆ, ರೇಷ್ಮೆ ನೂಲು ಬಿಚ್ಚಾಣಿಕೆ ಯೋಜನೆ ಸೇರಿದಂತೆ ವಿವಿಧ ಯೋಜನೆಗಳಡಿ ಅರ್ಜಿ ಆಹ್ವಾನಿಸಲಾಗಿದೆ. ಆಸಕ್ತ ಹಾಗೂ ಅರ್ಹ ಫಲಾನುಭವಿಗಳು ಅಕ್ಟೋಬರ್ 16 ರೊಳಗೆ ಪ್ರಸಕ್ತ ಸಾಲಿನ ನಿಗಮದ ವೆಬ್‌ಸೈಟ್: xyxy=(335,1795,628,1863)
page-number: ಪುಟ-2 xyxy=(1195,7,1245,29)
poshan-byline: ಹೊಸಪೇಟೆ ಟೈಮ್ಸ್ ನ್ಯೂಸ್ xyxy=(404,133,517,148)
trades-byline: ಹೊಸಪೇಟೆ ಟೈಮ್ಸ್ ನ್ಯೂಸ್ xyxy=(108,1193,221,1208)
kpcl-subhead-rules: ಷರತ್ತು ನಿಯಮಗಳು: xyxy=(1057,1153,1145,1168)
kpcl-docs: ಅಭ್ಯರ್ಥಿಯ ಸ್ವವಿವರ, ಆಧಾರ್ ಕಾರ್ಡ್, ವಿದ್ಯಾರ್ಹತೆಯ ಅಂಕಪಟ್ಟಿ, ಜಾತಿ ಮತ್ತು ಆದಾಯ ಪ್ರಮಾಣ ಪತ್ರ, ದೈಹಿಕ ಕ್ಷಮತಾ ಪತ್ರ, ಇತ್ತೀಚಿನ ನಾಲ್ಕು ಭಾವಚಿತ್ರ. ಸದರಿ ದಾಖಲೆಯ ವಿವರದ ಪ್ರತಿ ಒದಗಿಸಬೇಕು. xyxy=(958,1098,1243,1148)
valmiki-headline: ಶ್ರೀ ಮಹರ್ಷಿ ವಾಲ್ಮೀಕಿ ಜಯಂತಿಗೆ ಅಗತ್ಯ ಸಿದ್ಧತೆ ಕೈಗೊಳ್ಳಿ- ಡಾ.ಸುರೇಶ ಬಿ. ಇಟ್ನಾಳ xyxy=(364,603,1219,641)
valmiki-article xyxy=(329,557,1834,1042)
children-headline-2: ಹಾಗೂ ಸಂಸ್ಥೆಗಳಿಗೆ ರಾಜ್ಯ ಪ್ರಶಸ್ತಿ: ಅರ್ಜಿ ಆಹ್ವಾನ xyxy=(777,1745,1121,1771)
plastic-byline: ಹೊಸಪೇಟೆ ಟೈಮ್ಸ್ ನ್ಯೂಸ್ xyxy=(427,1139,540,1155)
minority-body-1: ಕೊಪ್ಪಳ: ಕರ್ನಾಟಕ ಅಲ್ಪಸಂಖ್ಯಾತರ ಅಭಿವೃದ್ಧಿ ನಿಗಮದಿಂದ 2025-26 ನೇ ಸಾಲಿಗೆ ಮುಸ್ಲಿಂ, ಕ್ರಿಶ್ಚಿಯನ್, ಜೈನ್, ಬೌದ್ಧರು, ಸಿಖ್ಖರು ಮತ್ತು ಪಾರ್ಸಿ ಸಮುದಾಯದವರಿಗೆ ವಿವಿಧ ಯೋಜನೆಗಳಡಿ ಸಾಲ ಸೌಲಭ್ಯ ಒದಗಿಸುತ್ತಿದ್ದು, ಅರ್ಹ ಫಲಾನುಭವಿಗಳಿಂದ ಆನ್‌ಲೈನ್ ಮೂಲಕ ಅರ್ಜಿ ಆಹ್ವಾನಿಸಲಾಗಿದೆ. ನಿಗಮದಿಂದ ಶ್ರಮಶಕ್ತಿ ಸಾಲ ಯೋಜನೆ, ವೃತ್ತಿ ಪ್ರೋತ್ಸಾಹ ಯೋಜನೆ, ಸ್ವಾವಲಂಬಿ ಸಾರಥಿ ಯೋಜನೆ (ಟ್ಯಾಕ್ಸಿ, ಗೂಡ್ಸ್ ವಾಹನ ಖರೀದಿಗೆ ಸಹಾಯಧನ), ವ್ಯಾಪಾರ, ಉದ್ಯಮಗಳಿಗೆ ನೇರ ಸಾಲ ಯೋಜನೆ, ಪಶುಸಂಗೋಪನೆ ಯೋಜನೆ, ಗಂಗಾ ಕಲ್ಯಾಣ ನೀರಾವರಿ ಯೋಜನೆ, ವಿದೇಶಿ ವ್ಯಾಸಂಗಕ್ಕಾಗಿ ಸಾಲ ಯೋಜನೆ, ಅಲ್ಪಸಂಖ್ಯಾತರ ಸಮುದಾಯದ ಮಹಿಳಾ ಸ್ವ-ಸಹಾಯ ಗುಂಪುಗಳಿಗೆ ಸಹಾಯಧನ xyxy=(25,1814,318,1987)
kpcl-lead: ಕೊಪ್ಪಳ: ಕರ್ನಾಟಕ ವಿದ್ಯುತ್ ನಿಗಮ ನಿಯಮಿತ ವತಿಯಿಂದ ಕುಡತಿನಿಯಲ್ಲಿನ ಬಳ್ಳಾರಿ ಶಾಖೋತ್ಪನ್ನ ವಿದ್ಯುತ್ ಕೇಂದ್ರದಲ್ಲಿ ಪ್ರಸಕ್ತ ಸಾಲಿನ ನಿಗದಿತ ವಿಭಾಗಗಳಲ್ಲಿ ಒಂದು ವರ್ಷ ಅವಧಿಯ ಶಿಶಿಕ್ಷು ತರಬೇತಿಗೆ ನಿಗದಿತ ವಿದ್ಯಾರ್ಹತೆ ಹೊಂದಿದ ಅರ್ಹ ಅಭ್ಯರ್ಥಿಗಳಿಂದ ಆನ್‌ಲೈನ್ ಮೂಲಕ ಅರ್ಜಿ ಆಹ್ವಾನಿಸಲಾಗಿದೆ. xyxy=(656,1117,940,1202)
header-rule xyxy=(13,38,1255,42)
minority-headline-2: ವಿವಿಧ ಯೋಜನೆಗಳಡಿ ಅರ್ಜಿ ಆಹ್ವಾನ xyxy=(147,1754,506,1789)
